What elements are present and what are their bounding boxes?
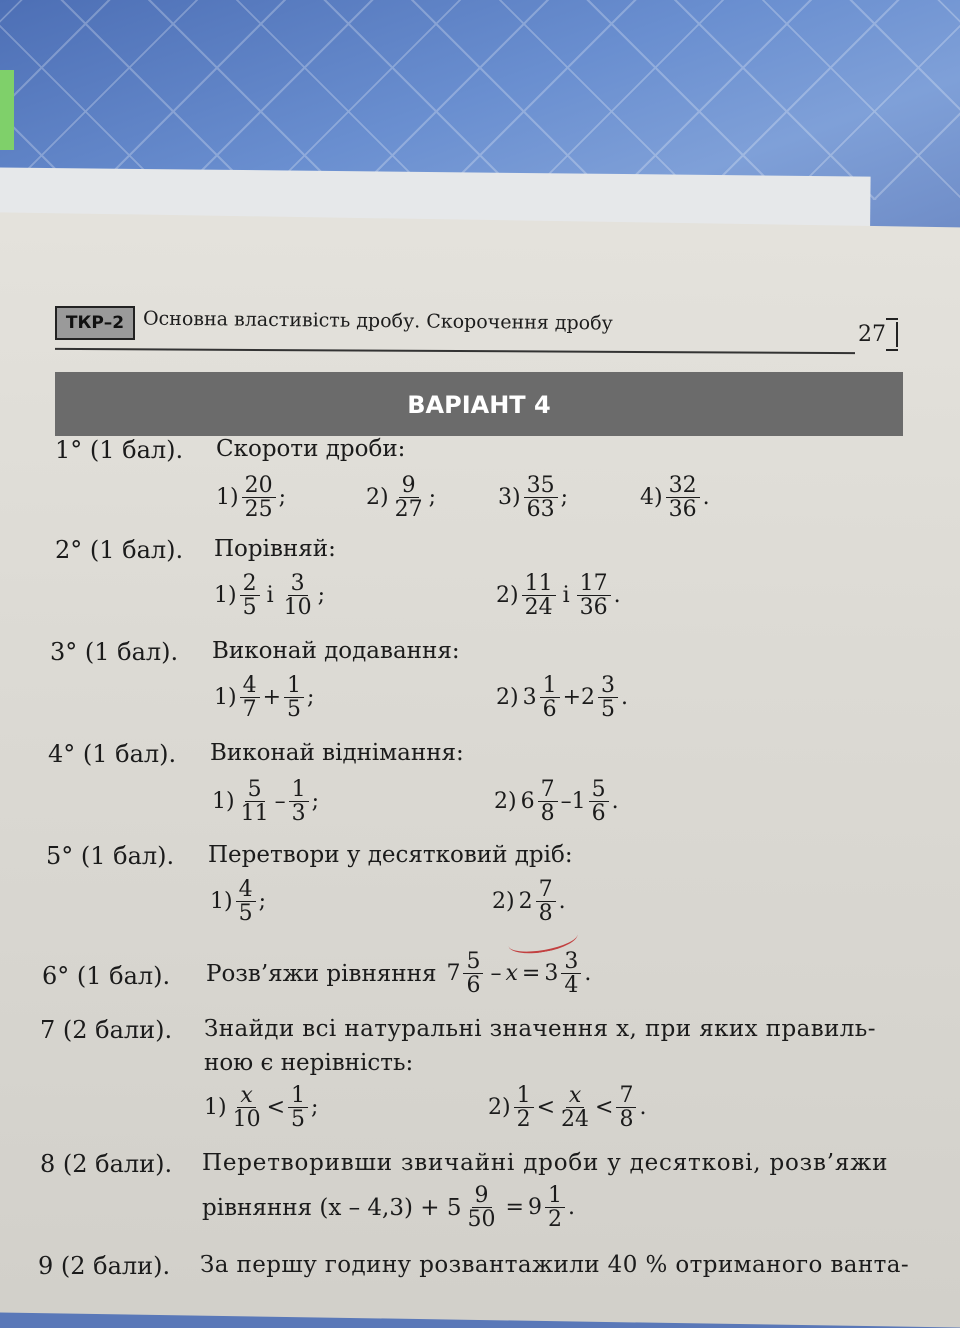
task-6-points: 6° (1 бал).: [42, 962, 171, 990]
fraction: $\frac{11}{24}$: [522, 572, 556, 619]
header-rule: [55, 348, 855, 354]
task-7-text: Знайди всі натуральні значення x, при яких правиль-: [204, 1016, 876, 1042]
fraction: $\frac{5}{11}$: [240, 777, 269, 827]
task-4-item-1: 1) $\frac{5}{11}$ – $\frac{1}{3}$ ;: [212, 777, 320, 827]
fraction: $\frac{32}{36}$: [666, 474, 700, 521]
task-2-item-1: 1) $\frac{2}{5}$ і $\frac{3}{10}$ ;: [214, 571, 326, 621]
task-4-points: 4° (1 бал).: [48, 740, 177, 768]
fraction: $\frac{17}{36}$: [577, 572, 611, 619]
fraction: $\frac{x}{24}$: [561, 1083, 590, 1133]
task-1-item-2: 2) $\frac{9}{27}$ ;: [366, 473, 437, 523]
task-5-text: Перетвори у десятковий дріб:: [208, 842, 573, 868]
fraction: $\frac{4}{5}$: [236, 878, 256, 925]
fraction: $\frac{1}{2}$: [545, 1184, 565, 1231]
fraction: $\frac{3}{5}$: [598, 674, 618, 721]
task-1-item-3: 3) $\frac{35}{63}$ ;: [498, 473, 569, 523]
task-6-equation: Розв’яжи рівняння 7 $\frac{5}{6}$ – x = 3 $\frac{3}{4}$ .: [206, 949, 592, 999]
fraction: $\frac{5}{6}$: [463, 950, 483, 997]
task-1-item-4: 4) $\frac{32}{36}$ .: [640, 473, 710, 523]
fraction: $\frac{9}{27}$: [394, 473, 423, 523]
fraction: $\frac{1}{5}$: [284, 674, 304, 721]
task-8-text: Перетворивши звичайні дроби у десяткові, розв’яжи: [202, 1150, 889, 1176]
fraction: $\frac{35}{63}$: [524, 474, 558, 521]
header-title: Основна властивість дробу. Скорочення дробу: [142, 307, 613, 335]
fraction: $\frac{7}{8}$: [538, 778, 558, 825]
task-7-item-2: 2) $\frac{1}{2}$ < $\frac{x}{24}$ < $\frac{7}{8}$ .: [488, 1083, 647, 1133]
fraction: $\frac{2}{5}$: [240, 572, 260, 619]
fraction: $\frac{3}{10}$: [283, 571, 312, 621]
fraction: $\frac{3}{4}$: [561, 950, 581, 997]
task-9-text: За першу годину розвантажили 40 % отриманого ванта-: [200, 1252, 910, 1278]
fraction: $\frac{7}{8}$: [616, 1084, 636, 1131]
task-1-item-1: 1) $\frac{20}{25}$ ;: [216, 473, 287, 523]
task-8-points: 8 (2 бали).: [40, 1150, 173, 1178]
fraction: $\frac{x}{10}$: [232, 1083, 261, 1133]
task-9-points: 9 (2 бали).: [38, 1252, 171, 1280]
fraction: $\frac{5}{6}$: [589, 778, 609, 825]
task-5-points: 5° (1 бал).: [46, 842, 175, 870]
task-1-points: 1° (1 бал).: [55, 436, 184, 464]
page-number: 27: [858, 322, 898, 347]
task-3-points: 3° (1 бал).: [50, 638, 179, 666]
test-badge: ТКР–2: [55, 306, 135, 340]
fraction: $\frac{1}{2}$: [514, 1084, 534, 1131]
fraction: $\frac{1}{5}$: [288, 1084, 308, 1131]
task-3-text: Виконай додавання:: [212, 638, 460, 664]
task-7-points: 7 (2 бали).: [40, 1016, 173, 1044]
fraction: $\frac{1}{6}$: [540, 674, 560, 721]
page-header: [55, 300, 905, 360]
variant-banner: ВАРІАНТ 4: [55, 372, 903, 436]
fraction: $\frac{4}{7}$: [240, 674, 260, 721]
task-3-item-2: 2) 3 $\frac{1}{6}$ + 2 $\frac{3}{5}$ .: [496, 673, 629, 723]
fraction: $\frac{1}{3}$: [289, 778, 309, 825]
fraction: $\frac{9}{50}$: [467, 1183, 496, 1233]
task-5-item-1: 1) $\frac{4}{5}$ ;: [210, 877, 267, 927]
task-2-text: Порівняй:: [214, 536, 336, 562]
task-8-equation: рівняння (x – 4,3) + 5 $\frac{9}{50}$ = 9 $\frac{1}{2}$ .: [202, 1183, 575, 1233]
fraction: $\frac{20}{25}$: [242, 474, 276, 521]
task-2-item-2: 2) $\frac{11}{24}$ і $\frac{17}{36}$ .: [496, 571, 621, 621]
fraction: $\frac{7}{8}$: [536, 878, 556, 925]
task-5-item-2: 2) 2 $\frac{7}{8}$ .: [492, 877, 566, 927]
task-4-text: Виконай віднімання:: [210, 740, 464, 766]
task-2-points: 2° (1 бал).: [55, 536, 184, 564]
task-7-text-2: ною є нерівність:: [204, 1050, 414, 1076]
task-1-text: Скороти дроби:: [216, 436, 406, 462]
task-3-item-1: 1) $\frac{4}{7}$ + $\frac{1}{5}$ ;: [214, 673, 315, 723]
task-7-item-1: 1) $\frac{x}{10}$ < $\frac{1}{5}$ ;: [204, 1083, 319, 1133]
task-4-item-2: 2) 6 $\frac{7}{8}$ – 1 $\frac{5}{6}$ .: [494, 777, 619, 827]
